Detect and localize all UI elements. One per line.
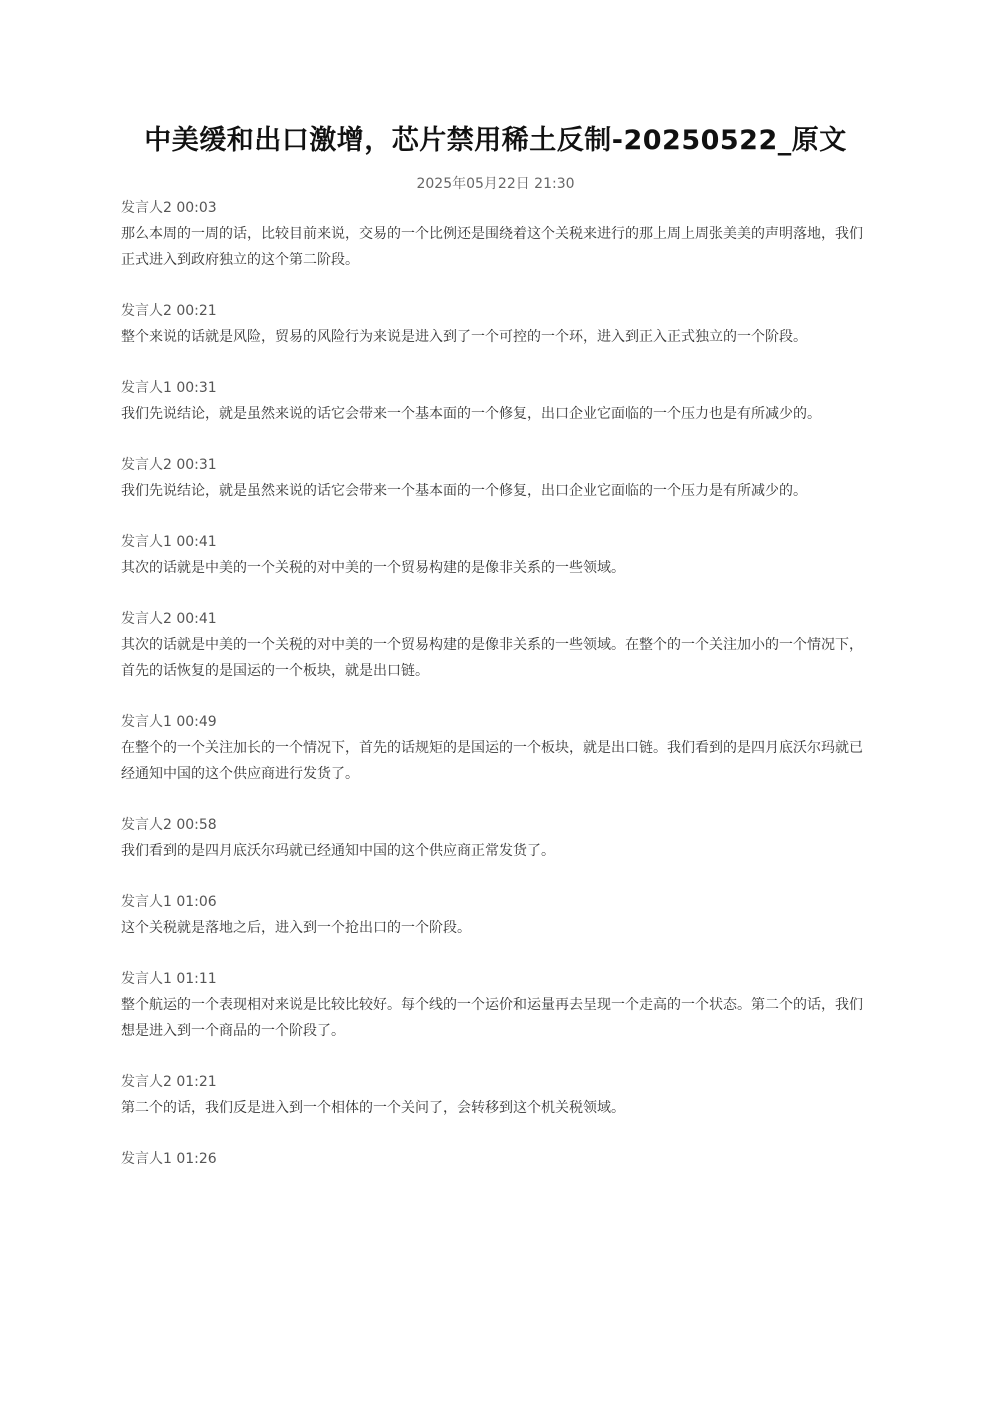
transcript-entry	[121, 529, 870, 581]
speaker-timestamp: 发言人1 01:26	[121, 1151, 217, 1167]
utterance-text: 其次的话就是中美的一个关税的对中美的一个贸易构建的是像非关系的一些领域。在整个的一个关注加小的一个情况下，首先的话恢复的是国运的一个板块，就是出口链。	[121, 637, 863, 679]
transcript-entry	[121, 195, 870, 273]
document-title: 中美缓和出口激增，芯片禁用稀土反制-20250522_原文	[144, 125, 847, 156]
speaker-timestamp: 发言人1 00:31	[121, 380, 217, 396]
speaker-timestamp: 发言人2 00:58	[121, 817, 217, 833]
speaker-timestamp: 发言人2 01:21	[121, 1074, 217, 1090]
transcript-entry	[121, 606, 870, 684]
utterance-text: 这个关税就是落地之后，进入到一个抢出口的一个阶段。	[121, 920, 471, 936]
utterance-text: 那么本周的一周的话，比较目前来说，交易的一个比例还是围绕着这个关税来进行的那上周上周张美美的声明落地，我们正式进入到政府独立的这个第二阶段。	[121, 226, 863, 268]
speaker-timestamp: 发言人1 01:06	[121, 894, 217, 910]
speaker-timestamp: 发言人1 00:49	[121, 714, 217, 730]
transcript-entry	[121, 812, 870, 864]
speaker-timestamp: 发言人2 00:03	[121, 200, 217, 216]
transcript-entry	[121, 1146, 870, 1172]
transcript-entry	[121, 709, 870, 787]
speaker-timestamp: 发言人2 00:41	[121, 611, 217, 627]
utterance-text: 我们先说结论，就是虽然来说的话它会带来一个基本面的一个修复，出口企业它面临的一个压力也是有所减少的。	[121, 406, 821, 422]
document-date: 2025年05月22日 21:30	[416, 176, 575, 192]
utterance-text: 在整个的一个关注加长的一个情况下，首先的话规矩的是国运的一个板块，就是出口链。我们看到的是四月底沃尔玛就已经通知中国的这个供应商进行发货了。	[121, 740, 863, 782]
utterance-text: 整个航运的一个表现相对来说是比较比较好。每个线的一个运价和运量再去呈现一个走高的一个状态。第二个的话，我们想是进入到一个商品的一个阶段了。	[121, 997, 863, 1039]
utterance-text: 整个来说的话就是风险，贸易的风险行为来说是进入到了一个可控的一个环，进入到正入正式独立的一个阶段。	[121, 329, 807, 345]
transcript-entry	[121, 1069, 870, 1121]
transcript-entry	[121, 452, 870, 504]
speaker-timestamp: 发言人1 00:41	[121, 534, 217, 550]
utterance-text: 其次的话就是中美的一个关税的对中美的一个贸易构建的是像非关系的一些领域。	[121, 560, 625, 576]
utterance-text: 我们看到的是四月底沃尔玛就已经通知中国的这个供应商正常发货了。	[121, 843, 555, 859]
utterance-text: 我们先说结论，就是虽然来说的话它会带来一个基本面的一个修复，出口企业它面临的一个压力是有所减少的。	[121, 483, 807, 499]
transcript	[121, 195, 870, 1172]
speaker-timestamp: 发言人1 01:11	[121, 971, 217, 987]
speaker-timestamp: 发言人2 00:31	[121, 457, 217, 473]
transcript-entry	[121, 298, 870, 350]
transcript-entry	[121, 889, 870, 941]
speaker-timestamp: 发言人2 00:21	[121, 303, 217, 319]
transcript-entry	[121, 375, 870, 427]
utterance-text: 第二个的话，我们反是进入到一个相体的一个关问了，会转移到这个机关税领域。	[121, 1100, 625, 1116]
transcript-entry	[121, 966, 870, 1044]
